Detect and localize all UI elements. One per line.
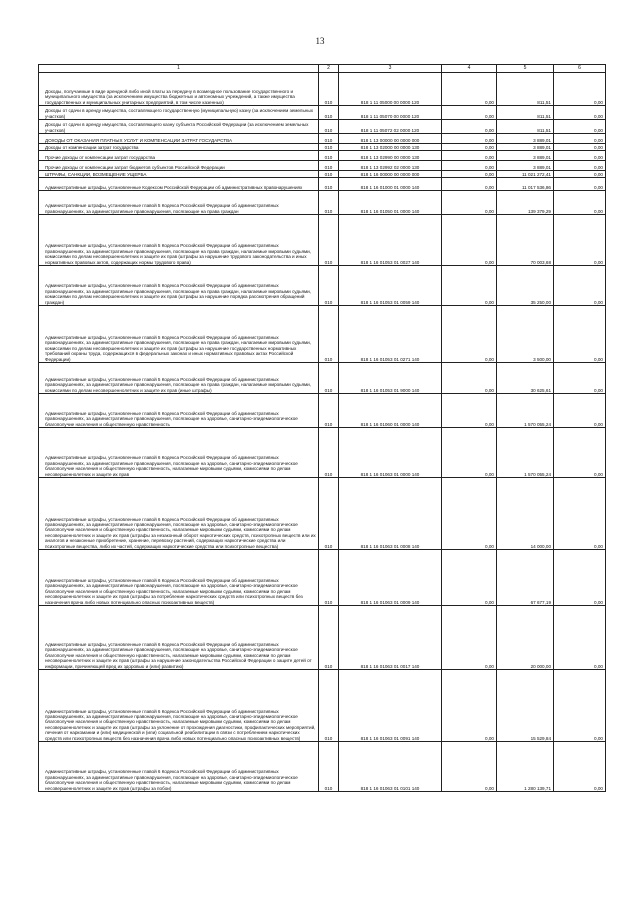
table-row — [39, 550, 606, 606]
row-name-cell — [39, 191, 319, 215]
row-col4-cell: 0,00 — [442, 161, 497, 171]
row-name-cell — [39, 742, 319, 792]
row-name-text: Доходы от сдачи в аренду имущества, составляющего казну субъекта Российской Федерации (за исключением земельных участков) — [45, 122, 309, 133]
row-col4-cell: 0,00 — [442, 106, 497, 120]
report-table — [38, 64, 606, 792]
row-name-text: Административные штрафы, установленные главой 6 Кодекса Российской Федерации об административных правонарушениях, за административные правонарушения, посягающие на здоровье, санитарно-эпидемиологическое благополучие населения и общественную нравственность, налагаемые мировыми судьями, комиссиями по делам несовершеннолетних и защите их прав (штрафы за потребление наркотических средств или психотропных веществ без назначения врача либо новых потенциально опасных психоактивных веществ) — [45, 577, 303, 605]
row-name-cell — [39, 120, 319, 134]
row-code-cell: 010 — [319, 306, 339, 363]
row-code-cell: 010 — [319, 120, 339, 134]
row-code-cell: 010 — [319, 394, 339, 428]
row-col4-cell: 0,00 — [442, 151, 497, 161]
row-code-cell: 010 — [319, 428, 339, 478]
row-col5-cell: 139 379,29 — [497, 191, 554, 215]
row-code-cell: 010 — [319, 161, 339, 171]
row-col6-cell: 0,00 — [554, 550, 606, 606]
row-col4-cell: 0,00 — [442, 670, 497, 742]
row-col5-cell: 20 000,00 — [497, 606, 554, 670]
row-col4-cell: 0,00 — [442, 742, 497, 792]
table-row — [39, 394, 606, 428]
row-name-cell — [39, 144, 319, 151]
row-name-text: ДОХОДЫ ОТ ОКАЗАНИЯ ПЛАТНЫХ УСЛУГ И КОМПЕНСАЦИИ ЗАТРАТ ГОСУДАРСТВА — [45, 137, 233, 143]
row-col4-cell: 0,00 — [442, 266, 497, 306]
table-row — [39, 428, 606, 478]
row-kbk-cell: 818 1 16 01063 01 0101 140 — [339, 742, 442, 792]
row-kbk-cell: 818 1 13 02000 00 0000 130 — [339, 144, 442, 151]
row-kbk-cell: 818 1 16 01063 01 0009 140 — [339, 550, 442, 606]
row-col5-cell: 3 889,01 — [497, 161, 554, 171]
row-name-text: ШТРАФЫ, САНКЦИИ, ВОЗМЕЩЕНИЕ УЩЕРБА — [45, 171, 147, 177]
row-col4-cell: 0,00 — [442, 144, 497, 151]
row-name-cell — [39, 134, 319, 144]
row-col4-cell: 0,00 — [442, 363, 497, 394]
row-name-cell — [39, 151, 319, 161]
row-code-cell: 010 — [319, 478, 339, 550]
row-col6-cell: 0,00 — [554, 394, 606, 428]
row-col4-cell: 0,00 — [442, 191, 497, 215]
row-name-cell — [39, 670, 319, 742]
row-name-cell — [39, 306, 319, 363]
row-code-cell: 010 — [319, 550, 339, 606]
row-code-cell: 010 — [319, 178, 339, 191]
row-name-cell — [39, 161, 319, 171]
row-col6-cell: 0,00 — [554, 178, 606, 191]
row-code-cell: 010 — [319, 151, 339, 161]
row-kbk-cell: 818 1 16 01053 01 9000 140 — [339, 363, 442, 394]
row-col6-cell: 0,00 — [554, 106, 606, 120]
row-col4-cell: 0,00 — [442, 120, 497, 134]
table-row — [39, 178, 606, 191]
row-col4-cell: 0,00 — [442, 478, 497, 550]
row-name-text: Административные штрафы, установленные главой 5 Кодекса Российской Федерации об административных правонарушениях, за административные правонарушения, посягающие на права граждан, налагаемые мировыми судьями, комиссиями по делам несовершеннолетних и защите их прав (штрафы за нарушение трудового законодательства и иных нормативных правовых актов, содержащих нормы трудового права) — [45, 243, 311, 265]
row-col5-cell: 67 677,19 — [497, 550, 554, 606]
row-code-cell: 010 — [319, 363, 339, 394]
table-row — [39, 151, 606, 161]
row-col6-cell: 0,00 — [554, 363, 606, 394]
table-row — [39, 191, 606, 215]
row-kbk-cell: 818 1 16 00000 00 0000 000 — [339, 171, 442, 178]
column-header: 5 — [497, 65, 554, 73]
row-name-cell — [39, 171, 319, 178]
row-name-text: Административные штрафы, установленные главой 5 Кодекса Российской Федерации об административных правонарушениях, за административные правонарушения, посягающие на права граждан, налагаемые мировыми судьями, комиссиями по делам несовершеннолетних и защите их прав (иные штрафы) — [45, 376, 311, 393]
row-name-cell — [39, 428, 319, 478]
table-row — [39, 306, 606, 363]
row-kbk-cell: 818 1 16 01063 01 0008 140 — [339, 478, 442, 550]
row-col6-cell: 0,00 — [554, 606, 606, 670]
row-col5-cell: 70 003,68 — [497, 215, 554, 266]
row-name-text: Административные штрафы, установленные главой 6 Кодекса Российской Федерации об административных правонарушениях, за административные правонарушения, посягающие на здоровье, санитарно-эпидемиологическое благополучие населения и общественную нравственность, налагаемые мировыми судьями, комиссиями по делам несовершеннолетних и защите их прав (штрафы за побои) — [45, 769, 298, 791]
row-code-cell: 010 — [319, 73, 339, 106]
row-col5-cell: 811,51 — [497, 106, 554, 120]
column-header: 1 — [39, 65, 319, 73]
row-col6-cell: 0,00 — [554, 215, 606, 266]
table-row — [39, 215, 606, 266]
row-col4-cell: 0,00 — [442, 171, 497, 178]
row-code-cell: 010 — [319, 215, 339, 266]
row-col5-cell: 1 280 139,71 — [497, 742, 554, 792]
row-code-cell: 010 — [319, 134, 339, 144]
row-kbk-cell: 818 1 16 01053 01 0027 140 — [339, 215, 442, 266]
row-col4-cell: 0,00 — [442, 306, 497, 363]
row-name-cell — [39, 73, 319, 106]
row-kbk-cell: 818 1 16 01053 01 0059 140 — [339, 266, 442, 306]
table-row — [39, 742, 606, 792]
row-name-cell — [39, 363, 319, 394]
row-col5-cell: 811,51 — [497, 120, 554, 134]
row-name-cell — [39, 394, 319, 428]
table-row — [39, 120, 606, 134]
row-code-cell: 010 — [319, 606, 339, 670]
column-header: 3 — [339, 65, 442, 73]
row-col5-cell: 3 889,01 — [497, 134, 554, 144]
row-name-cell — [39, 215, 319, 266]
row-name-cell — [39, 266, 319, 306]
row-name-cell — [39, 550, 319, 606]
row-col6-cell: 0,00 — [554, 428, 606, 478]
row-code-cell: 010 — [319, 742, 339, 792]
row-col4-cell: 0,00 — [442, 394, 497, 428]
row-col6-cell: 0,00 — [554, 306, 606, 363]
row-col4-cell: 0,00 — [442, 606, 497, 670]
row-code-cell: 010 — [319, 266, 339, 306]
table-row — [39, 134, 606, 144]
row-col6-cell: 0,00 — [554, 171, 606, 178]
row-name-text: Доходы, получаемые в виде арендной либо иной платы за передачу в возмездное пользование государственного и муниципального имущества (за исключением имущества бюджетных и автономных учреждений, а также имущества государственных и муниципальных унитарных предприятий, в том числе казенных) — [45, 88, 295, 105]
row-col6-cell: 0,00 — [554, 266, 606, 306]
row-col6-cell: 0,00 — [554, 120, 606, 134]
row-col6-cell: 0,00 — [554, 742, 606, 792]
table-header-row — [39, 65, 606, 73]
row-col5-cell: 3 500,00 — [497, 306, 554, 363]
column-header: 4 — [442, 65, 497, 73]
row-kbk-cell: 818 1 13 02992 02 0000 130 — [339, 161, 442, 171]
table-row — [39, 144, 606, 151]
row-name-text: Административные штрафы, установленные главой 6 Кодекса Российской Федерации об административных правонарушениях, за административные правонарушения, посягающие на здоровье, санитарно-эпидемиологическое благополучие населения и общественную нравственность — [45, 410, 298, 427]
row-name-text: Административные штрафы, установленные главой 6 Кодекса Российской Федерации об административных правонарушениях, за административные правонарушения, посягающие на здоровье, санитарно-эпидемиологическое благополучие населения и общественную нравственность, налагаемые мировыми судьями, комиссиями по делам несовершеннолетних и защите их прав (штрафы за нарушение законодательства Российской Федерации о защите детей от информации, причиняющей вред их здоровью и (или) развитию) — [45, 641, 312, 669]
row-col5-cell: 14 000,00 — [497, 478, 554, 550]
table-row — [39, 266, 606, 306]
row-name-text: Административные штрафы, установленные главой 6 Кодекса Российской Федерации об административных правонарушениях, за административные правонарушения, посягающие на здоровье, санитарно-эпидемиологическое благополучие населения и общественную нравственность, налагаемые мировыми судьями, комиссиями по делам несовершеннолетних и защите их прав — [45, 455, 298, 477]
column-header: 6 — [554, 65, 606, 73]
table-row — [39, 606, 606, 670]
row-col5-cell: 35 250,00 — [497, 266, 554, 306]
column-header: 2 — [319, 65, 339, 73]
row-col6-cell: 0,00 — [554, 144, 606, 151]
row-kbk-cell: 818 1 16 01050 01 0000 140 — [339, 191, 442, 215]
row-col5-cell: 3 889,01 — [497, 151, 554, 161]
table-row — [39, 73, 606, 106]
row-name-text: Административные штрафы, установленные Кодексом Российской Федерации об административных правонарушениях — [45, 184, 303, 190]
row-code-cell: 010 — [319, 171, 339, 178]
row-kbk-cell: 818 1 13 02990 00 0000 130 — [339, 151, 442, 161]
row-name-text: Административные штрафы, установленные главой 5 Кодекса Российской Федерации об административных правонарушениях, за административные правонарушения, посягающие на права граждан, налагаемые мировыми судьями, комиссиями по делам несовершеннолетних и защите их прав (штрафы за нарушение государственных нормативных требований охраны труда, содержащихся в федеральных законах и иных нормативных правовых актах Российской Федерации) — [45, 334, 311, 362]
row-code-cell: 010 — [319, 144, 339, 151]
row-col5-cell: 811,51 — [497, 73, 554, 106]
row-col4-cell: 0,00 — [442, 550, 497, 606]
row-kbk-cell: 818 1 16 01063 01 0000 140 — [339, 428, 442, 478]
row-name-cell — [39, 106, 319, 120]
table-row — [39, 171, 606, 178]
row-col6-cell: 0,00 — [554, 134, 606, 144]
row-kbk-cell: 818 1 16 01053 01 0271 140 — [339, 306, 442, 363]
row-kbk-cell: 818 1 16 01060 01 0000 140 — [339, 394, 442, 428]
row-name-cell — [39, 606, 319, 670]
row-col6-cell: 0,00 — [554, 478, 606, 550]
table-body — [39, 73, 606, 792]
row-col6-cell: 0,00 — [554, 670, 606, 742]
row-name-text: Административные штрафы, установленные главой 6 Кодекса Российской Федерации об административных правонарушениях, за административные правонарушения, посягающие на здоровье, санитарно-эпидемиологическое благополучие населения и общественную нравственность, налагаемые мировыми судьями, комиссиями по делам несовершеннолетних и защите их прав (штрафы за незаконный оборот наркотических средств, психотропных веществ или их аналогов и незаконные приобретение, хранение, перевозку растений, содержащих наркотические средства или психотропные вещества, либо их частей, содержащих наркотические средства или психотропные вещества) — [45, 516, 316, 549]
table-row — [39, 161, 606, 171]
page-number: 13 — [315, 36, 325, 46]
row-col6-cell: 0,00 — [554, 151, 606, 161]
row-name-cell — [39, 478, 319, 550]
row-col4-cell: 0,00 — [442, 428, 497, 478]
row-col5-cell: 3 889,01 — [497, 144, 554, 151]
row-col6-cell: 0,00 — [554, 73, 606, 106]
row-code-cell: 010 — [319, 106, 339, 120]
row-kbk-cell: 818 1 11 05070 00 0000 120 — [339, 106, 442, 120]
row-kbk-cell: 818 1 11 05072 02 0000 120 — [339, 120, 442, 134]
row-code-cell: 010 — [319, 191, 339, 215]
row-name-text: Прочие доходы от компенсации затрат бюджетов субъектов Российской Федерации — [45, 164, 225, 170]
row-col5-cell: 15 529,84 — [497, 670, 554, 742]
row-col5-cell: 1 570 055,24 — [497, 428, 554, 478]
row-col4-cell: 0,00 — [442, 178, 497, 191]
row-code-cell: 010 — [319, 670, 339, 742]
row-name-cell — [39, 178, 319, 191]
row-name-text: Административные штрафы, установленные главой 5 Кодекса Российской Федерации об административных правонарушениях, за административные правонарушения, посягающие на права граждан — [45, 203, 279, 214]
row-col5-cell: 30 625,61 — [497, 363, 554, 394]
row-name-text: Прочие доходы от компенсации затрат государства — [45, 154, 156, 160]
row-name-text: Доходы от компенсации затрат государства — [45, 144, 139, 150]
table-row — [39, 363, 606, 394]
row-name-text: Административные штрафы, установленные главой 5 Кодекса Российской Федерации об административных правонарушениях, за административные правонарушения, посягающие на права граждан, налагаемые мировыми судьями, комиссиями по делам несовершеннолетних и защите их прав (штрафы за нарушение порядка рассмотрения обращений граждан) — [45, 283, 311, 305]
table-row — [39, 106, 606, 120]
row-col6-cell: 0,00 — [554, 161, 606, 171]
row-kbk-cell: 818 1 16 01063 01 0091 140 — [339, 670, 442, 742]
row-col4-cell: 0,00 — [442, 134, 497, 144]
row-col4-cell: 0,00 — [442, 73, 497, 106]
row-kbk-cell: 818 1 11 05000 00 0000 120 — [339, 73, 442, 106]
row-col5-cell: 11 017 536,86 — [497, 178, 554, 191]
row-col6-cell: 0,00 — [554, 191, 606, 215]
table-row — [39, 478, 606, 550]
row-kbk-cell: 818 1 13 00000 00 0000 000 — [339, 134, 442, 144]
row-kbk-cell: 818 1 16 01000 01 0000 140 — [339, 178, 442, 191]
row-col5-cell: 1 570 055,24 — [497, 394, 554, 428]
table-row — [39, 670, 606, 742]
row-col5-cell: 11 021 272,41 — [497, 171, 554, 178]
row-name-text: Административные штрафы, установленные главой 6 Кодекса Российской Федерации об административных правонарушениях, за административные правонарушения, посягающие на здоровье, санитарно-эпидемиологическое благополучие населения и общественную нравственность, налагаемые мировыми судьями, комиссиями по делам несовершеннолетних и защите их прав (штрафы за уклонение от прохождения диагностики, профилактических мероприятий, лечения от наркомании и (или) медицинской и (или) социальной реабилитации в связи с потреблением наркотических средств или психотропных веществ без назначения врача либо новых потенциально опасных психоактивных веществ) — [45, 708, 316, 741]
row-kbk-cell: 818 1 16 01063 01 0017 140 — [339, 606, 442, 670]
row-col4-cell: 0,00 — [442, 215, 497, 266]
row-name-text: Доходы от сдачи в аренду имущества, составляющего государственную (муниципальную) казну (за исключением земельных участков) — [45, 108, 313, 119]
